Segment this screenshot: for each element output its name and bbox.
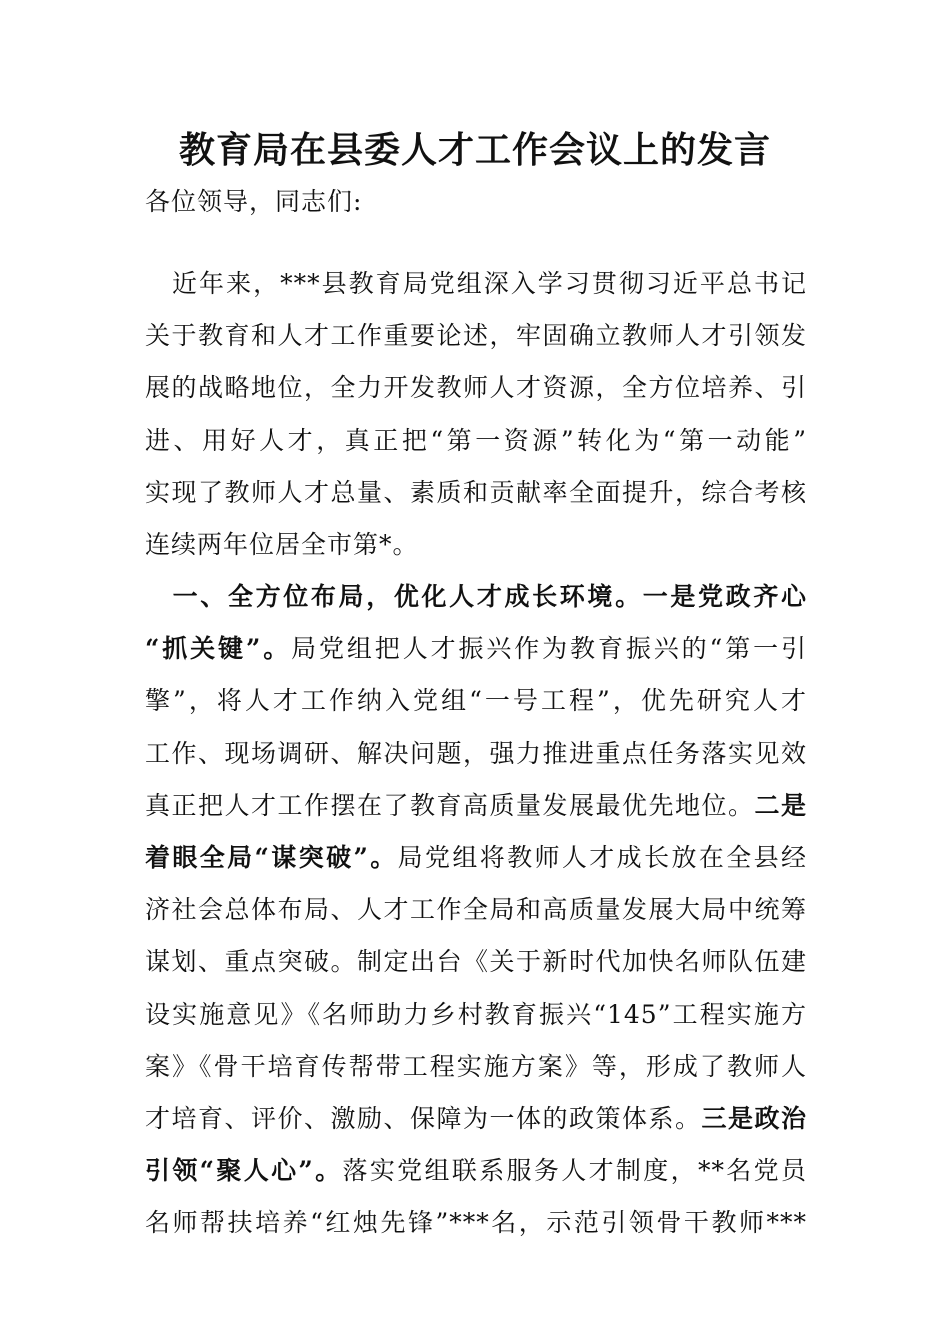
bold-phrase: 三是政治: [701, 1103, 807, 1133]
paragraph-line: 案》《骨干培育传帮带工程实施方案》等，形成了教师人: [145, 1051, 807, 1081]
line-text: 局党组把人才振兴作为教育振兴的“第一引: [291, 634, 807, 664]
paragraph-line: 展的战略地位，全力开发教师人才资源，全方位培养、引: [145, 373, 807, 403]
intro-paragraph: [145, 258, 807, 571]
line-text: 才培育、评价、激励、保障为一体的政策体系。: [145, 1103, 702, 1133]
paragraph-line: 谋划、重点突破。制定出台《关于新时代加快名师队伍建: [145, 947, 807, 977]
paragraph-line: 关于教育和人才工作重要论述，牢固确立教师人才引领发: [145, 321, 807, 351]
paragraph-line: 设实施意见》《名师助力乡村教育振兴“145”工程实施方: [145, 999, 807, 1029]
section-heading-line: 一、全方位布局，优化人才成长环境。一是党政齐心: [145, 582, 807, 611]
paragraph-line: 擎”，将人才工作纳入党组“一号工程”，优先研究人才: [145, 686, 807, 716]
paragraph-line: 济社会总体布局、人才工作全局和高质量发展大局中统筹: [145, 895, 807, 925]
paragraph-line: 名师帮扶培养“红烛先锋”***名，示范引领骨干教师***: [145, 1208, 807, 1238]
paragraph-line: [145, 832, 807, 884]
paragraph-line: [145, 780, 807, 832]
document-title: 教育局在县委人才工作会议上的发言: [178, 129, 771, 171]
paragraph-line: [145, 1093, 807, 1145]
bold-phrase: 引领“聚人心”。: [145, 1156, 343, 1186]
bold-phrase: “抓关键”。: [145, 634, 292, 664]
bold-phrase: 着眼全局“谋突破”。: [145, 842, 398, 872]
line-text: 落实党组联系服务人才制度，**名党员: [342, 1156, 807, 1186]
paragraph-line: 实现了教师人才总量、素质和贡献率全面提升，综合考核: [145, 477, 807, 507]
paragraph-line: [145, 1145, 807, 1197]
salutation: 各位领导，同志们:: [145, 187, 363, 216]
paragraph-line: 工作、现场调研、解决问题，强力推进重点任务落实见效: [145, 738, 807, 768]
bold-phrase: 二是: [754, 790, 807, 820]
paragraph-line: 近年来，***县教育局党组深入学习贯彻习近平总书记: [145, 269, 807, 298]
paragraph-line: 连续两年位居全市第*。: [145, 529, 419, 559]
line-text: 真正把人才工作摆在了教育高质量发展最优先地位。: [145, 790, 755, 820]
paragraph-line: 进、用好人才，真正把“第一资源”转化为“第一动能”: [145, 425, 807, 455]
paragraph-line: [145, 623, 807, 675]
line-text: 局党组将教师人才成长放在全县经: [397, 842, 807, 872]
section-one-paragraph: [145, 571, 807, 1249]
